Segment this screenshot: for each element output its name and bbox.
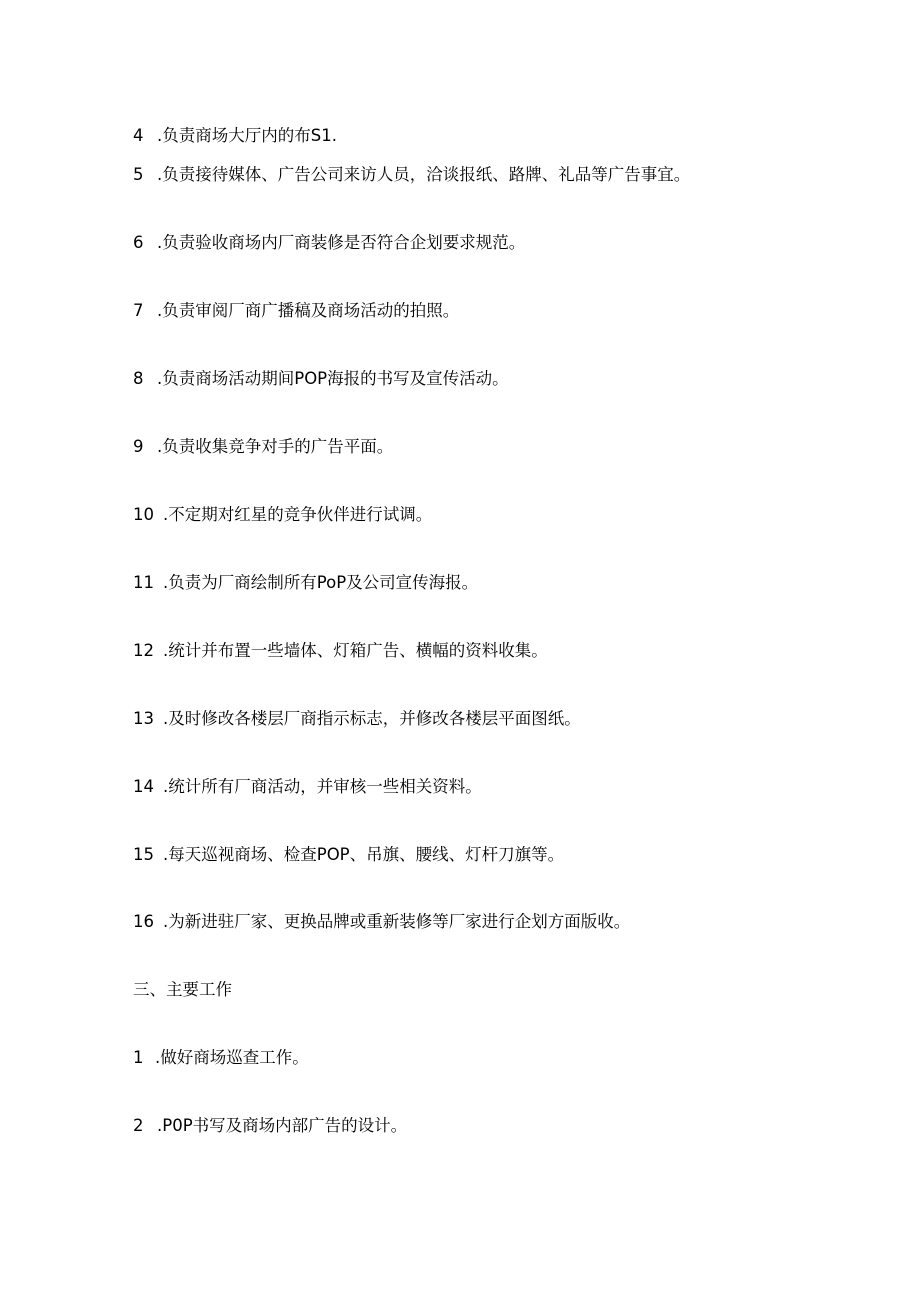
item-text: .负责接待媒体、广告公司来访人员，洽谈报纸、路牌、礼品等广告事宜。 [157,165,691,184]
item-number: 16 [133,912,154,931]
item-number: 7 [133,301,144,320]
item-number: 5 [133,165,144,184]
list-item [133,571,478,595]
list-item [133,367,509,391]
item-number: 1 [133,1048,144,1067]
item-number: 8 [133,369,144,388]
section-heading: 三、主要工作 [133,980,232,999]
list-item [133,503,432,527]
item-number: 13 [133,709,154,728]
item-number: 15 [133,845,154,864]
item-text: .负责商场活动期间POP海报的书写及宣传活动。 [157,369,509,388]
item-text: .统计所有厂商活动，并审核一些相关资料。 [163,777,482,796]
item-text: .负责商场大厅内的布S1. [157,126,337,145]
item-number: 14 [133,777,154,796]
item-text: .P0P书写及商场内部广告的设计。 [157,1116,408,1135]
item-text: .为新进驻厂家、更换品牌或重新装修等厂家进行企划方面版收。 [163,912,631,931]
item-number: 11 [133,573,154,592]
list-item [133,639,548,663]
item-number: 6 [133,233,144,252]
item-text: .不定期对红星的竞争伙伴进行试调。 [163,505,433,524]
list-item [133,231,525,255]
list-item [133,299,459,323]
item-text: .及时修改各楼层厂商指示标志，并修改各楼层平面图纸。 [163,709,581,728]
item-text: .负责收集竞争对手的广告平面。 [157,437,394,456]
list-item [133,163,690,187]
item-text: .每天巡视商场、检查POP、吊旗、腰线、灯杆刀旗等。 [163,845,565,864]
item-number: 2 [133,1116,144,1135]
list-item [133,1114,407,1138]
item-number: 12 [133,641,154,660]
list-item [133,1046,309,1070]
item-number: 9 [133,437,144,456]
list-item [133,124,337,148]
list-item [133,707,581,731]
item-text: .负责验收商场内厂商装修是否符合企划要求规范。 [157,233,526,252]
item-number: 4 [133,126,144,145]
list-item [133,775,482,799]
item-text: .负责为厂商绘制所有PoP及公司宣传海报。 [163,573,479,592]
list-item [133,843,564,867]
item-number: 10 [133,505,154,524]
list-item [133,435,393,459]
item-text: .负责审阅厂商广播稿及商场活动的拍照。 [157,301,460,320]
item-text: .统计并布置一些墙体、灯箱广告、横幅的资料收集。 [163,641,548,660]
list-item [133,910,630,934]
item-text: .做好商场巡查工作。 [155,1048,309,1067]
